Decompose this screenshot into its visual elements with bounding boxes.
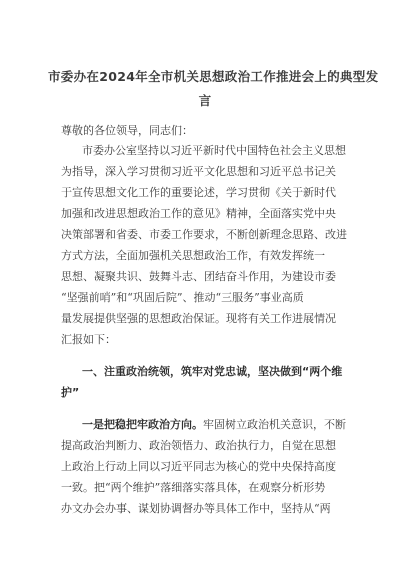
paragraph-lead: 一是把稳把牢政治方向。 (82, 418, 203, 431)
salutation: 尊敬的各位领导，同志们： (61, 124, 193, 137)
body-line: 量发展提供坚强的思想政治保证。现将有关工作进展情况 (61, 312, 336, 325)
body-line: 一致。把“两个维护”落细落实落具体，在观察分析形势 (61, 481, 326, 494)
body-line: 上政治上行动上同以习近平同志为核心的党中央保持高度 (61, 460, 336, 473)
body-line: 方式方法，全面加强机关思想政治工作，有效发挥统一 (61, 249, 325, 262)
document-title-line-1: 市委办在2024年全市机关思想政治工作推进会上的典型发 (48, 69, 379, 84)
body-line: 为指导，深入学习贯彻习近平文化思想和习近平总书记关 (61, 165, 336, 178)
body-line: “坚强前哨”和“巩固后院”、推动“三服务”事业高质 (61, 291, 304, 304)
body-line: 办文办会办事、谋划协调督办等具体工作中，坚持从“两 (61, 502, 331, 515)
body-line: 决策部署和省委、市委工作要求，不断创新理念思路、改进 (61, 228, 347, 241)
document-title-line-2: 言 (198, 93, 212, 108)
body-line: 于宣传思想文化工作的重要论述，学习贯彻《关于新时代 (61, 186, 336, 199)
body-line: 加强和改进思想政治工作的意见》精神，全面落实党中央 (61, 207, 336, 220)
body-line: 思想、凝聚共识、鼓舞斗志、团结奋斗作用，为建设市委 (61, 270, 336, 283)
body-line: 提高政治判断力、政治领悟力、政治执行力，自觉在思想 (61, 439, 336, 452)
paragraph-first-line-rest: 牢固树立政治机关意识，不断 (203, 418, 346, 431)
paragraph-first-line (82, 417, 361, 432)
section-heading-line-2: 护” (61, 386, 80, 399)
section-heading-line-1: 一、注重政治统领，筑牢对党忠诚，坚决做到“两个维 (82, 365, 343, 378)
body-line: 市委办公室坚持以习近平新时代中国特色社会主义思想 (82, 144, 346, 157)
body-line: 汇报如下： (61, 333, 116, 346)
